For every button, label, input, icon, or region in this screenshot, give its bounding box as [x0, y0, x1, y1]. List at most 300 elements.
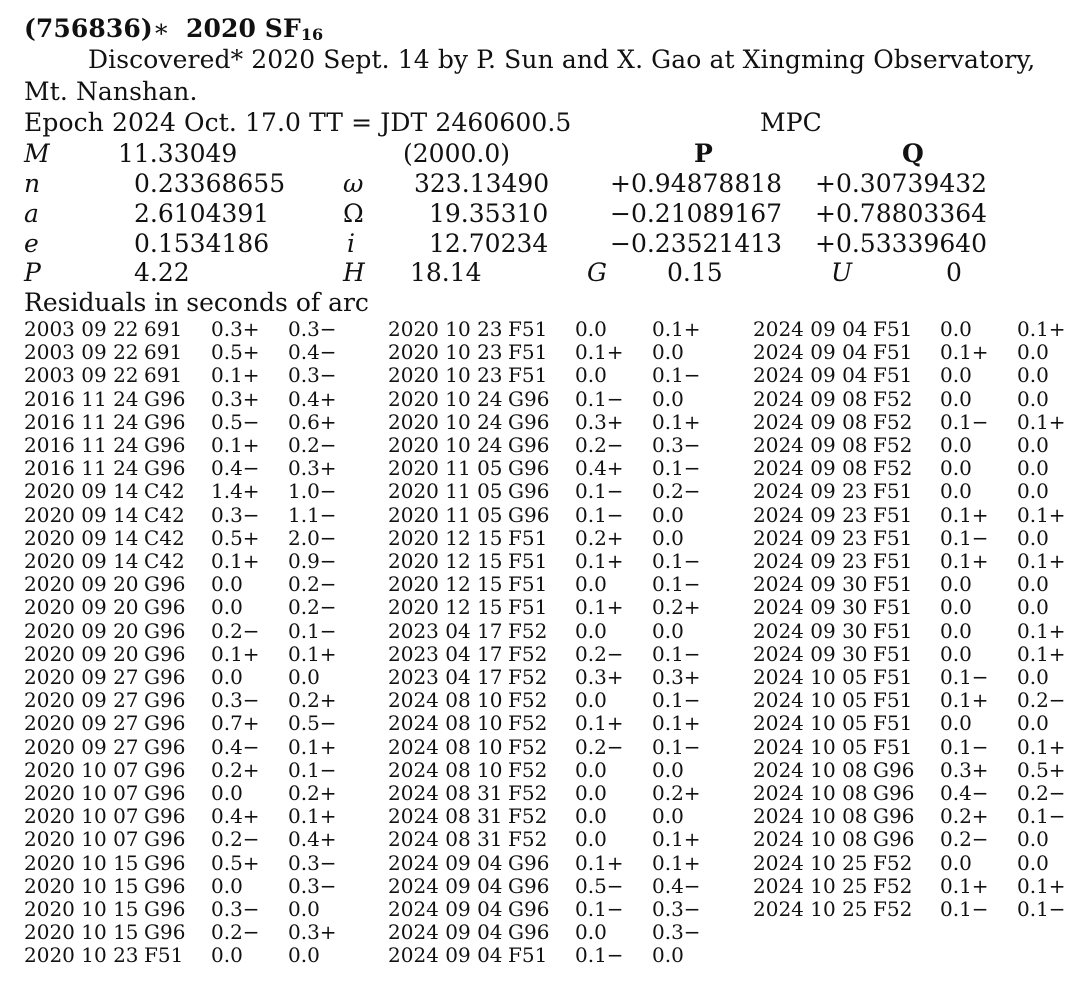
residual-dec: 1.1−	[288, 502, 337, 527]
residual-ra: 0.1+	[211, 641, 260, 666]
residual-date: 2020 10 24	[388, 433, 503, 457]
residual-ra: 0.3+	[575, 665, 624, 689]
residual-ra: 0.1−	[940, 525, 989, 550]
residual-observatory: F51	[873, 363, 913, 388]
residual-ra: 0.0	[575, 827, 607, 852]
residual-observatory: C42	[144, 479, 185, 504]
residual-dec: 0.5+	[1017, 757, 1066, 782]
residual-dec: 0.4−	[652, 873, 701, 898]
residual-date: 2024 09 04	[388, 873, 503, 898]
residual-date: 2024 09 08	[753, 386, 868, 411]
source-label: MPC	[760, 108, 822, 137]
residual-ra: 0.3+	[575, 409, 624, 434]
residual-dec: 0.0	[1017, 386, 1049, 411]
residual-date: 2020 10 23	[388, 340, 503, 365]
residual-observatory: G96	[508, 502, 550, 527]
residual-ra: 0.3−	[211, 688, 260, 713]
residual-date: 2024 09 08	[753, 433, 868, 457]
residual-observatory: F51	[873, 618, 913, 643]
residual-date: 2016 11 24	[24, 456, 139, 481]
value-a: 2.6104391	[134, 199, 270, 228]
residual-ra: 0.2−	[211, 920, 260, 945]
residual-date: 2024 09 30	[753, 641, 868, 666]
residual-observatory: G96	[144, 920, 186, 945]
residual-ra: 0.0	[940, 433, 972, 457]
residual-ra: 0.0	[211, 665, 243, 689]
residual-dec: 0.3−	[288, 850, 337, 875]
residual-dec: 0.2+	[288, 781, 337, 805]
residual-date: 2024 10 25	[753, 850, 868, 875]
residual-dec: 0.3+	[288, 456, 337, 481]
residual-observatory: F51	[508, 340, 548, 365]
residual-dec: 0.1+	[288, 734, 337, 759]
residual-dec: 0.1−	[288, 618, 337, 643]
residual-date: 2020 09 27	[24, 711, 139, 736]
residual-date: 2023 04 17	[388, 641, 503, 666]
residual-date: 2020 10 07	[24, 781, 139, 805]
residual-ra: 0.0	[940, 386, 972, 411]
residual-observatory: F52	[508, 641, 548, 666]
residual-date: 2020 10 07	[24, 827, 139, 852]
residual-dec: 0.2−	[288, 595, 337, 620]
residual-ra: 0.0	[575, 618, 607, 643]
value-n: 0.23368655	[134, 169, 286, 198]
residual-date: 2024 09 04	[753, 340, 868, 365]
residual-ra: 0.3−	[211, 502, 260, 527]
residual-dec: 0.2−	[1017, 688, 1066, 713]
residual-dec: 0.3−	[288, 317, 337, 341]
value-Qy: +0.78803364	[815, 199, 988, 228]
residual-observatory: G96	[873, 781, 915, 805]
residual-observatory: F52	[508, 688, 548, 713]
residual-ra: 0.2−	[211, 618, 260, 643]
residual-dec: 0.0	[652, 502, 684, 527]
residual-dec: 0.1−	[652, 572, 701, 597]
residual-date: 2020 10 23	[24, 943, 139, 968]
residual-date: 2024 10 08	[753, 804, 868, 829]
residual-ra: 0.1+	[575, 595, 624, 620]
residual-observatory: G96	[144, 757, 186, 782]
residual-date: 2020 12 15	[388, 572, 503, 597]
residual-dec: 1.0−	[288, 479, 337, 504]
residual-dec: 0.1+	[652, 409, 701, 434]
label-M: M	[24, 139, 50, 168]
residual-date: 2024 08 31	[388, 781, 503, 805]
residual-ra: 0.5+	[211, 525, 260, 550]
residual-date: 2024 10 08	[753, 757, 868, 782]
residual-dec: 0.0	[1017, 595, 1049, 620]
residual-date: 2020 10 24	[388, 386, 503, 411]
residual-observatory: F51	[873, 665, 913, 689]
residual-observatory: C42	[144, 502, 185, 527]
residual-observatory: F51	[873, 525, 913, 550]
residual-date: 2024 10 05	[753, 688, 868, 713]
residual-date: 2024 10 08	[753, 827, 868, 852]
residual-date: 2020 09 27	[24, 688, 139, 713]
residual-ra: 0.1+	[211, 363, 260, 388]
label-U: U	[831, 258, 853, 287]
residual-date: 2023 04 17	[388, 665, 503, 689]
residual-ra: 0.0	[575, 363, 607, 388]
residual-observatory: G96	[144, 897, 186, 921]
residual-ra: 0.0	[575, 572, 607, 597]
residual-ra: 0.0	[211, 595, 243, 620]
residual-date: 2024 09 08	[753, 456, 868, 481]
value-Px: +0.94878818	[610, 169, 783, 198]
label-period: P	[24, 258, 41, 287]
residual-dec: 0.2−	[288, 433, 337, 457]
residual-dec: 0.2+	[288, 688, 337, 713]
residual-ra: 0.1+	[940, 502, 989, 527]
residual-ra: 0.3+	[940, 757, 989, 782]
label-omega: ω	[343, 169, 364, 198]
residual-ra: 0.0	[211, 943, 243, 968]
residual-observatory: G96	[508, 479, 550, 504]
residual-ra: 0.2+	[940, 804, 989, 829]
residual-date: 2020 10 07	[24, 804, 139, 829]
residual-ra: 0.0	[940, 456, 972, 481]
residual-date: 2024 09 04	[388, 920, 503, 945]
residual-ra: 0.1−	[575, 897, 624, 921]
residual-date: 2024 09 23	[753, 479, 868, 504]
residual-ra: 0.1+	[940, 340, 989, 365]
residual-ra: 0.1−	[940, 409, 989, 434]
residual-ra: 0.5−	[575, 873, 624, 898]
residual-observatory: F51	[508, 317, 548, 341]
residual-dec: 2.0−	[288, 525, 337, 550]
residual-dec: 0.3−	[652, 897, 701, 921]
residual-observatory: G96	[873, 827, 915, 852]
residual-date: 2020 09 14	[24, 502, 139, 527]
residual-ra: 0.0	[940, 618, 972, 643]
residual-date: 2020 09 14	[24, 549, 139, 573]
label-G: G	[587, 258, 607, 287]
residual-ra: 0.0	[940, 479, 972, 504]
residual-observatory: G96	[144, 665, 186, 689]
residual-date: 2020 10 15	[24, 873, 139, 898]
value-M: 11.33049	[118, 139, 238, 168]
residual-ra: 0.0	[940, 711, 972, 736]
residual-dec: 0.0	[652, 757, 684, 782]
residual-observatory: F52	[508, 734, 548, 759]
residual-dec: 0.1−	[1017, 897, 1066, 921]
residual-dec: 0.0	[652, 804, 684, 829]
residual-observatory: G96	[144, 409, 186, 434]
object-number: (756836)	[24, 14, 153, 43]
residual-date: 2024 09 04	[753, 363, 868, 388]
residual-dec: 0.1+	[652, 827, 701, 852]
value-Pz: −0.23521413	[610, 229, 783, 258]
residual-dec: 0.0	[652, 340, 684, 365]
value-Py: −0.21089167	[610, 199, 783, 228]
residual-dec: 0.0	[1017, 525, 1049, 550]
residual-observatory: G96	[508, 433, 550, 457]
residual-date: 2024 10 08	[753, 781, 868, 805]
residual-dec: 0.2−	[288, 572, 337, 597]
residual-ra: 0.2+	[575, 525, 624, 550]
residual-date: 2003 09 22	[24, 317, 139, 341]
residual-ra: 0.5+	[211, 340, 260, 365]
residual-ra: 0.1−	[940, 897, 989, 921]
residual-dec: 0.0	[1017, 850, 1049, 875]
residual-date: 2020 10 15	[24, 920, 139, 945]
residual-observatory: G96	[144, 433, 186, 457]
residual-date: 2024 10 05	[753, 665, 868, 689]
residual-ra: 0.0	[575, 920, 607, 945]
residual-observatory: F51	[873, 502, 913, 527]
residual-ra: 0.0	[575, 757, 607, 782]
residual-ra: 0.0	[940, 363, 972, 388]
residual-date: 2024 09 04	[753, 317, 868, 341]
residual-ra: 0.1+	[575, 711, 624, 736]
residual-dec: 0.4−	[288, 340, 337, 365]
residual-dec: 0.0	[652, 386, 684, 411]
residual-dec: 0.3+	[652, 665, 701, 689]
residual-date: 2020 11 05	[388, 502, 503, 527]
residual-dec: 0.0	[1017, 479, 1049, 504]
residual-ra: 0.2−	[575, 433, 624, 457]
residual-ra: 0.1+	[575, 549, 624, 573]
residual-date: 2020 10 23	[388, 317, 503, 341]
residual-ra: 0.1+	[940, 873, 989, 898]
residual-date: 2024 10 05	[753, 711, 868, 736]
residual-dec: 0.1+	[652, 317, 701, 341]
residual-dec: 0.2−	[652, 479, 701, 504]
residual-observatory: G96	[144, 595, 186, 620]
residual-observatory: F52	[508, 711, 548, 736]
residual-date: 2020 09 14	[24, 479, 139, 504]
residual-dec: 0.1+	[1017, 409, 1066, 434]
residual-date: 2020 10 15	[24, 850, 139, 875]
residual-dec: 0.1+	[1017, 317, 1066, 341]
residual-ra: 0.1−	[940, 665, 989, 689]
residual-ra: 0.5+	[211, 850, 260, 875]
residual-dec: 0.0	[288, 943, 320, 968]
residual-ra: 0.3+	[211, 386, 260, 411]
residual-observatory: C42	[144, 549, 185, 573]
residual-ra: 0.2−	[940, 827, 989, 852]
residual-date: 2016 11 24	[24, 433, 139, 457]
residual-observatory: F52	[873, 386, 913, 411]
value-G: 0.15	[667, 258, 723, 287]
residual-dec: 0.0	[1017, 827, 1049, 852]
residual-date: 2020 09 20	[24, 595, 139, 620]
value-U: 0	[946, 258, 962, 287]
residual-observatory: G96	[873, 804, 915, 829]
residual-dec: 0.1+	[288, 804, 337, 829]
residual-ra: 0.0	[211, 781, 243, 805]
residual-date: 2003 09 22	[24, 363, 139, 388]
value-Qx: +0.30739432	[815, 169, 988, 198]
residual-observatory: F51	[508, 525, 548, 550]
residual-date: 2024 10 05	[753, 734, 868, 759]
residual-ra: 0.0	[940, 850, 972, 875]
residual-date: 2020 10 07	[24, 757, 139, 782]
residual-date: 2020 10 23	[388, 363, 503, 388]
object-designation: 2020 SF	[186, 14, 301, 43]
residual-observatory: F51	[873, 641, 913, 666]
residual-dec: 0.1+	[1017, 641, 1066, 666]
residual-observatory: F51	[873, 711, 913, 736]
residual-dec: 0.1−	[652, 549, 701, 573]
residual-dec: 0.4+	[288, 386, 337, 411]
residual-ra: 0.0	[940, 572, 972, 597]
residual-ra: 0.1−	[575, 386, 624, 411]
residual-observatory: F51	[508, 572, 548, 597]
residual-ra: 0.1−	[575, 479, 624, 504]
residual-date: 2020 11 05	[388, 479, 503, 504]
residual-date: 2024 09 08	[753, 409, 868, 434]
residual-observatory: C42	[144, 525, 185, 550]
residual-observatory: G96	[508, 873, 550, 898]
residual-dec: 0.1+	[652, 711, 701, 736]
residual-date: 2024 08 31	[388, 827, 503, 852]
residual-ra: 0.3−	[211, 897, 260, 921]
residual-dec: 0.5−	[288, 711, 337, 736]
value-period: 4.22	[134, 258, 190, 287]
label-n: n	[24, 169, 41, 198]
residual-date: 2024 09 23	[753, 502, 868, 527]
residual-observatory: G96	[144, 618, 186, 643]
residual-observatory: G96	[508, 456, 550, 481]
residual-date: 2024 10 25	[753, 897, 868, 921]
residual-observatory: F51	[873, 734, 913, 759]
residual-dec: 0.1−	[652, 641, 701, 666]
residual-observatory: F51	[508, 363, 548, 388]
residual-dec: 0.1+	[652, 850, 701, 875]
residual-date: 2020 09 27	[24, 734, 139, 759]
value-omega: 323.13490	[414, 169, 550, 198]
residual-date: 2024 09 23	[753, 525, 868, 550]
header-Q: Q	[902, 139, 924, 168]
residual-ra: 0.0	[575, 688, 607, 713]
residual-date: 2024 09 04	[388, 943, 503, 968]
residual-observatory: F51	[873, 317, 913, 341]
label-a: a	[24, 199, 39, 228]
residual-dec: 0.1+	[1017, 502, 1066, 527]
residual-observatory: F51	[508, 595, 548, 620]
residual-observatory: G96	[144, 850, 186, 875]
residual-ra: 0.4−	[940, 781, 989, 805]
residual-date: 2003 09 22	[24, 340, 139, 365]
residual-ra: 1.4+	[211, 479, 260, 504]
residual-date: 2020 09 14	[24, 525, 139, 550]
discovery-line-2: Mt. Nanshan.	[24, 77, 198, 106]
residual-ra: 0.5−	[211, 409, 260, 434]
residual-observatory: G96	[144, 711, 186, 736]
residual-ra: 0.3+	[211, 317, 260, 341]
label-node: Ω	[343, 199, 364, 228]
residual-dec: 0.1−	[1017, 804, 1066, 829]
residual-date: 2020 11 05	[388, 456, 503, 481]
residual-dec: 0.0	[1017, 711, 1049, 736]
residual-date: 2024 08 10	[388, 711, 503, 736]
residual-date: 2024 08 10	[388, 757, 503, 782]
residual-observatory: F52	[508, 618, 548, 643]
residual-dec: 0.2−	[1017, 781, 1066, 805]
object-title	[24, 14, 323, 44]
discovery-line-1: Discovered* 2020 Sept. 14 by P. Sun and X. Gao at Xingming Observatory,	[88, 45, 1036, 74]
residual-observatory: F52	[873, 433, 913, 457]
residual-date: 2024 09 30	[753, 572, 868, 597]
residual-dec: 0.1−	[288, 757, 337, 782]
residual-date: 2020 12 15	[388, 525, 503, 550]
residual-date: 2024 10 25	[753, 873, 868, 898]
residual-observatory: F52	[508, 665, 548, 689]
value-e: 0.1534186	[134, 229, 270, 258]
residual-dec: 0.1−	[652, 363, 701, 388]
residual-observatory: F51	[873, 479, 913, 504]
residual-observatory: G96	[144, 456, 186, 481]
residual-date: 2023 04 17	[388, 618, 503, 643]
residual-dec: 0.0	[1017, 340, 1049, 365]
residual-dec: 0.4+	[288, 827, 337, 852]
designation-subscript: 16	[300, 25, 324, 44]
residual-observatory: F52	[873, 850, 913, 875]
residual-ra: 0.1+	[211, 549, 260, 573]
residual-dec: 0.0	[1017, 572, 1049, 597]
header-P: P	[694, 139, 713, 168]
residual-ra: 0.2+	[211, 757, 260, 782]
residual-observatory: G96	[508, 920, 550, 945]
residual-observatory: F52	[873, 897, 913, 921]
residual-dec: 0.1−	[652, 456, 701, 481]
residual-date: 2020 09 20	[24, 618, 139, 643]
residual-dec: 0.1+	[1017, 734, 1066, 759]
residual-date: 2024 08 10	[388, 734, 503, 759]
residual-ra: 0.4+	[211, 804, 260, 829]
label-e: e	[24, 229, 39, 258]
residual-ra: 0.1+	[575, 340, 624, 365]
residual-observatory: F51	[873, 549, 913, 573]
residual-observatory: G96	[508, 409, 550, 434]
residual-dec: 0.0	[1017, 433, 1049, 457]
residual-dec: 0.0	[288, 665, 320, 689]
residual-ra: 0.1+	[940, 549, 989, 573]
value-H: 18.14	[410, 258, 482, 287]
residual-ra: 0.2−	[575, 734, 624, 759]
residual-observatory: G96	[144, 873, 186, 898]
residual-ra: 0.0	[211, 572, 243, 597]
residual-date: 2020 09 20	[24, 572, 139, 597]
residual-date: 2016 11 24	[24, 386, 139, 411]
residual-ra: 0.4−	[211, 456, 260, 481]
residual-dec: 0.0	[1017, 363, 1049, 388]
residual-date: 2024 09 30	[753, 595, 868, 620]
residual-dec: 0.3−	[288, 873, 337, 898]
residual-observatory: F52	[508, 804, 548, 829]
epoch-line: Epoch 2024 Oct. 17.0 TT = JDT 2460600.5	[24, 108, 572, 137]
value-node: 19.35310	[429, 199, 549, 228]
residual-observatory: F52	[873, 409, 913, 434]
residual-observatory: F52	[508, 827, 548, 852]
residual-ra: 0.1−	[940, 734, 989, 759]
residual-observatory: G96	[144, 827, 186, 852]
residual-dec: 0.0	[652, 618, 684, 643]
value-i: 12.70234	[429, 229, 549, 258]
residual-observatory: G96	[144, 386, 186, 411]
residual-ra: 0.7+	[211, 711, 260, 736]
residual-dec: 0.2+	[652, 781, 701, 805]
residual-observatory: F52	[508, 781, 548, 805]
residual-dec: 0.9−	[288, 549, 337, 573]
residual-ra: 0.1+	[940, 688, 989, 713]
residual-dec: 0.0	[652, 943, 684, 968]
residual-observatory: G96	[144, 734, 186, 759]
residual-dec: 0.1−	[652, 688, 701, 713]
residual-date: 2020 09 20	[24, 641, 139, 666]
residual-ra: 0.0	[575, 781, 607, 805]
